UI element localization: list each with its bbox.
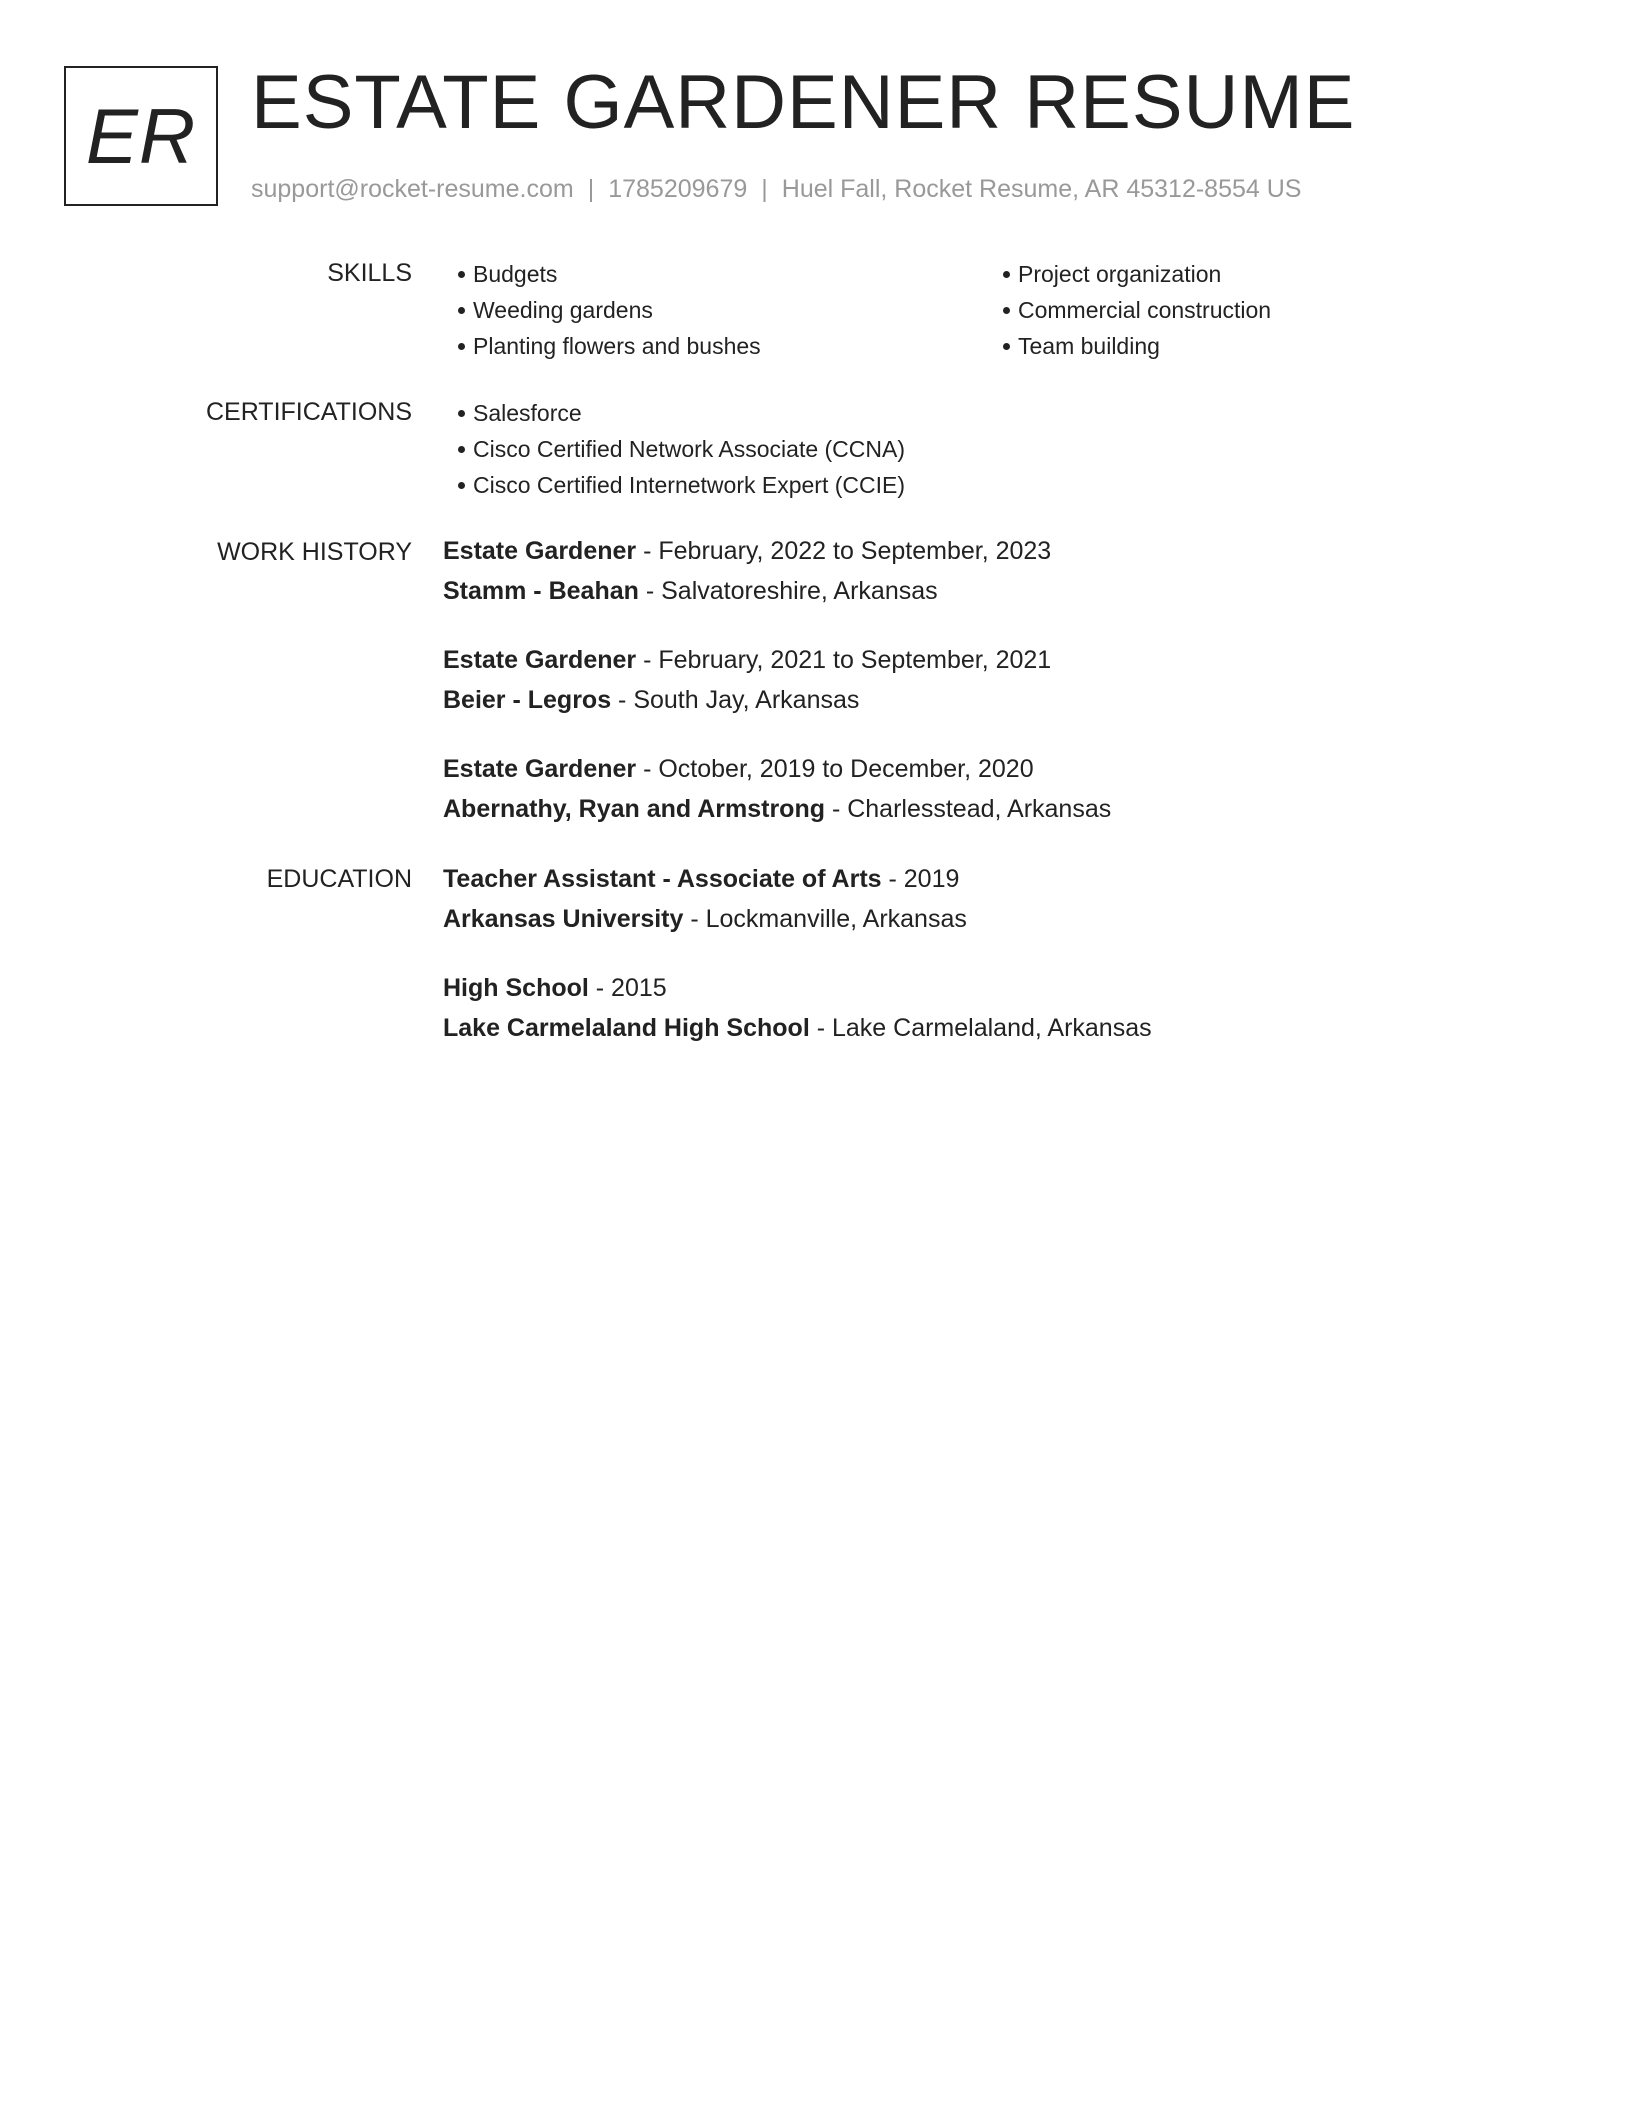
work-entry	[443, 749, 1111, 829]
work-entry-employer-line	[443, 680, 1051, 720]
skill-item: Project organization	[988, 256, 1271, 292]
certification-item: Cisco Certified Internetwork Expert (CCIE)	[443, 467, 905, 503]
work-entry-title-line	[443, 749, 1111, 789]
school-location: Lockmanville, Arkansas	[705, 905, 967, 933]
contact-line	[251, 174, 1301, 204]
contact-email[interactable]: support@rocket-resume.com	[251, 175, 574, 203]
work-entry	[443, 640, 1051, 720]
skills-list-left	[443, 256, 761, 364]
skill-item: Commercial construction	[988, 292, 1271, 328]
contact-phone[interactable]: 1785209679	[608, 175, 748, 203]
dash: -	[825, 795, 848, 823]
section-label-work-history: WORK HISTORY	[217, 538, 412, 566]
skill-item: Budgets	[443, 256, 761, 292]
dash: -	[683, 905, 706, 933]
degree: High School	[443, 974, 589, 1002]
job-dates: February, 2021 to September, 2021	[658, 646, 1052, 674]
employer: Abernathy, Ryan and Armstrong	[443, 795, 825, 823]
section-label-education: EDUCATION	[266, 865, 412, 893]
school: Arkansas University	[443, 905, 684, 933]
contact-address: Huel Fall, Rocket Resume, AR 45312-8554 US	[781, 175, 1302, 203]
certification-item: Salesforce	[443, 395, 905, 431]
work-entry-employer-line	[443, 571, 1051, 611]
education-entry	[443, 968, 1152, 1048]
job-title: Estate Gardener	[443, 537, 637, 565]
job-location: South Jay, Arkansas	[633, 686, 860, 714]
resume-title: ESTATE GARDENER RESUME	[251, 60, 1356, 145]
education-entry-school-line	[443, 899, 967, 939]
skills-list-right	[988, 256, 1271, 364]
school: Lake Carmelaland High School	[443, 1014, 810, 1042]
skill-item: Planting flowers and bushes	[443, 328, 761, 364]
work-entry-employer-line	[443, 789, 1111, 829]
education-entry-school-line	[443, 1008, 1152, 1048]
contact-separator: |	[761, 175, 768, 203]
skill-item: Team building	[988, 328, 1271, 364]
job-location: Charlesstead, Arkansas	[847, 795, 1112, 823]
certification-item: Cisco Certified Network Associate (CCNA)	[443, 431, 905, 467]
dash: -	[881, 865, 904, 893]
graduation-year: 2015	[611, 974, 667, 1002]
dash: -	[809, 1014, 832, 1042]
dash: -	[611, 686, 634, 714]
job-title: Estate Gardener	[443, 755, 637, 783]
certifications-list	[443, 395, 905, 503]
job-title: Estate Gardener	[443, 646, 637, 674]
work-entry-title-line	[443, 640, 1051, 680]
job-dates: February, 2022 to September, 2023	[658, 537, 1052, 565]
employer: Beier - Legros	[443, 686, 612, 714]
job-location: Salvatoreshire, Arkansas	[661, 577, 938, 605]
contact-separator: |	[587, 175, 595, 203]
education-entry-degree-line	[443, 968, 1152, 1008]
graduation-year: 2019	[903, 865, 960, 893]
dash: -	[638, 577, 662, 605]
employer: Stamm - Beahan	[443, 577, 639, 605]
work-entry-title-line	[443, 531, 1051, 571]
work-entry	[443, 531, 1051, 611]
dash: -	[636, 646, 659, 674]
dash: -	[636, 755, 659, 783]
dash: -	[636, 537, 659, 565]
job-dates: October, 2019 to December, 2020	[658, 755, 1034, 783]
dash: -	[588, 974, 612, 1002]
education-entry-degree-line	[443, 859, 967, 899]
monogram-logo: ER	[64, 66, 218, 206]
school-location: Lake Carmelaland, Arkansas	[831, 1014, 1152, 1042]
section-label-certifications: CERTIFICATIONS	[205, 398, 412, 426]
degree: Teacher Assistant - Associate of Arts	[443, 865, 882, 893]
section-label-skills: SKILLS	[327, 259, 412, 287]
education-entry	[443, 859, 967, 939]
skill-item: Weeding gardens	[443, 292, 761, 328]
